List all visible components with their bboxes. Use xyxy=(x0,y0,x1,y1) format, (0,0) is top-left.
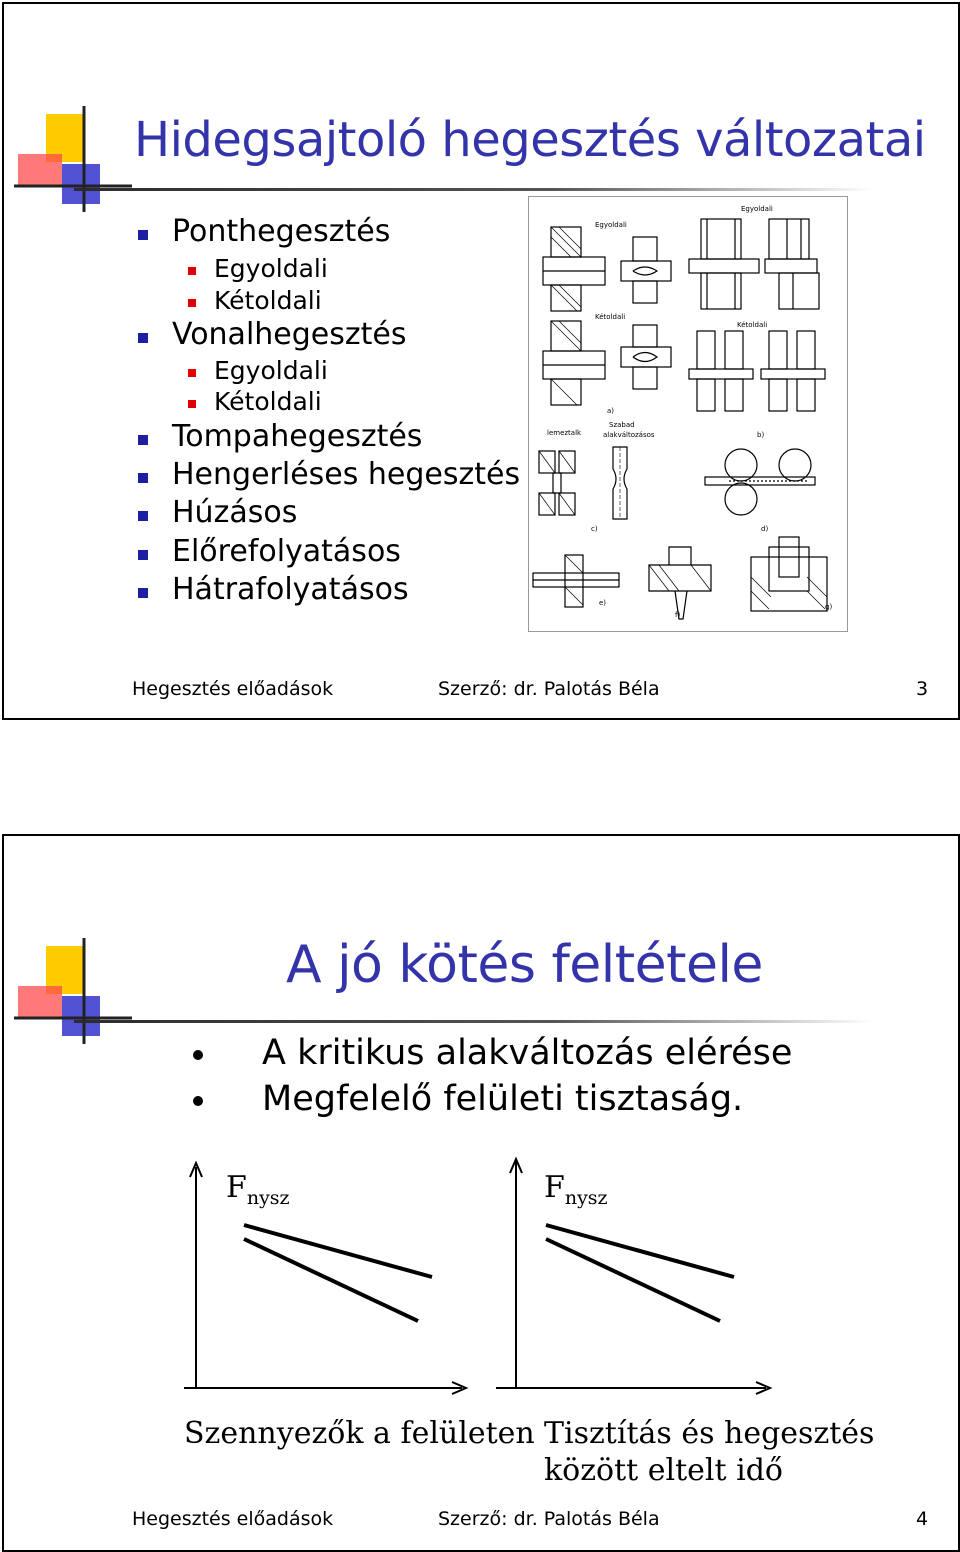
bullet-item: Megfelelő felületi tisztaság. xyxy=(262,1079,744,1119)
bullet-item: Húzásos xyxy=(172,495,297,530)
footer-left: Hegesztés előadások xyxy=(132,1508,334,1530)
graph-y-label: $F_{nysz}$ xyxy=(226,1170,290,1209)
sub-bullet-square-icon xyxy=(188,267,196,275)
slide-logo-icon xyxy=(12,936,142,1046)
bullet-square-icon xyxy=(138,435,148,445)
sub-bullet-square-icon xyxy=(188,299,196,307)
graph-curve xyxy=(244,1239,418,1321)
bullet-square-icon xyxy=(138,230,148,240)
diagram-label: Egyoldali xyxy=(741,205,773,213)
graph-curve xyxy=(546,1239,720,1321)
bullet-square-icon xyxy=(138,333,148,343)
bullet-item: Hátrafolyatásos xyxy=(172,572,409,607)
diagram-label: b) xyxy=(757,431,765,439)
diagram-label: Szabad xyxy=(609,421,635,429)
graph-x-label: Tisztítás és hegesztés között eltelt idő xyxy=(544,1416,875,1488)
graph-time xyxy=(496,1155,786,1400)
graph-x-label: Szennyezők a felületen xyxy=(184,1416,535,1451)
sub-bullet-item: Egyoldali xyxy=(214,356,328,385)
sub-bullet-item: Kétoldali xyxy=(214,286,322,315)
bullet-item: Tompahegesztés xyxy=(172,419,422,454)
title-divider xyxy=(74,1020,874,1023)
diagram-label: d) xyxy=(761,525,769,533)
graph-y-label: $F_{nysz}$ xyxy=(544,1170,608,1209)
sub-bullet-item: Kétoldali xyxy=(214,387,322,416)
diagram-label: lemeztalk xyxy=(547,429,582,437)
bullet-square-icon xyxy=(138,550,148,560)
sub-bullet-square-icon xyxy=(188,369,196,377)
bullet-square-icon xyxy=(138,511,148,521)
diagram-label: c) xyxy=(591,525,598,533)
bullet-item: Ponthegesztés xyxy=(172,214,390,249)
slide-logo-icon xyxy=(12,104,142,214)
diagram-label: e) xyxy=(599,599,607,607)
diagram-label: a) xyxy=(607,407,615,415)
diagram-label: f) xyxy=(675,611,681,619)
footer-page-number: 3 xyxy=(916,678,929,700)
title-divider xyxy=(74,188,874,191)
bullet-dot-icon xyxy=(193,1050,203,1060)
diagram-label: Kétoldali xyxy=(595,313,626,321)
slide-1 xyxy=(2,2,960,720)
bullet-item: A kritikus alakváltozás elérése xyxy=(262,1033,793,1073)
bullet-item: Vonalhegesztés xyxy=(172,317,406,352)
bullet-square-icon xyxy=(138,473,148,483)
bullet-dot-icon xyxy=(193,1096,203,1106)
diagram-label: Egyoldali xyxy=(595,221,627,229)
welding-variants-diagram xyxy=(528,196,848,632)
footer-author: Szerző: dr. Palotás Béla xyxy=(438,1508,660,1530)
footer-page-number: 4 xyxy=(916,1508,929,1530)
bullet-square-icon xyxy=(138,588,148,598)
slide-title: A jó kötés feltétele xyxy=(286,935,763,995)
footer-left: Hegesztés előadások xyxy=(132,678,334,700)
graph-contamination xyxy=(180,1155,480,1400)
bullet-item: Hengerléses hegesztés xyxy=(172,457,520,492)
slide-title: Hidegsajtoló hegesztés változatai xyxy=(134,112,926,168)
sub-bullet-square-icon xyxy=(188,400,196,408)
footer-author: Szerző: dr. Palotás Béla xyxy=(438,678,660,700)
bullet-item: Előrefolyatásos xyxy=(172,534,401,569)
sub-bullet-item: Egyoldali xyxy=(214,254,328,283)
diagram-label: Kétoldali xyxy=(737,321,768,329)
diagram-label: g) xyxy=(825,603,833,611)
diagram-label: alakváltozásos xyxy=(603,431,655,439)
